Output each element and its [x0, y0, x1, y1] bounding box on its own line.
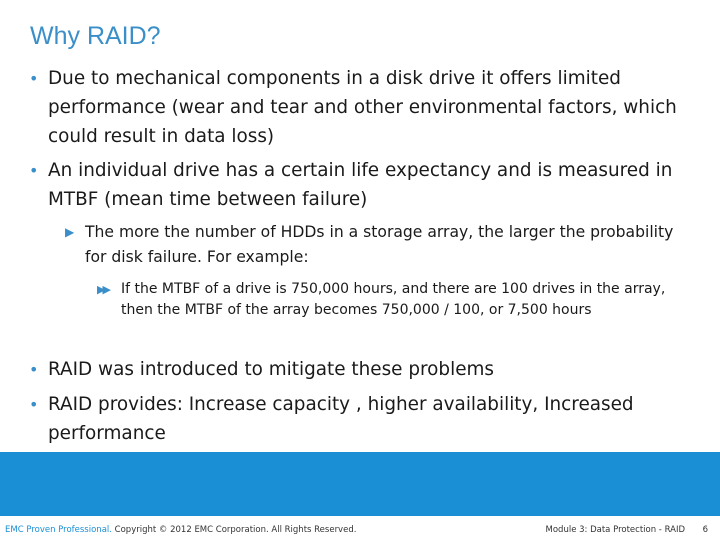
footer: [0, 516, 720, 540]
sub-sub-bullet-item: [97, 279, 681, 321]
bullet-item: [29, 390, 688, 448]
sub-sub-bullet-text: If the MTBF of a drive is 750,000 hours, and there are 100 drives in the array, then the MTBF of the array becomes 750,000 / 100, or 7,500 hours: [121, 281, 666, 318]
bullet-item: [29, 64, 688, 151]
footer-brand: EMC Proven Professional.: [5, 525, 112, 535]
bullet-text: An individual drive has a certain life expectancy and is measured in MTBF (mean time between failure): [48, 160, 673, 210]
slide-title: Why RAID?: [30, 22, 161, 50]
sub-bullet-item: [65, 220, 685, 270]
bullet-text: Due to mechanical components in a disk drive it offers limited performance (wear and tear and other environmental factors, which could result in data loss): [48, 68, 677, 147]
arrow-bullet-icon: ▶: [65, 225, 75, 239]
bullet-text: RAID was introduced to mitigate these problems: [48, 359, 495, 380]
bullet-dot-icon: •: [29, 395, 39, 414]
bullet-dot-icon: •: [29, 69, 39, 88]
bullet-dot-icon: •: [29, 360, 39, 379]
page-number: 6: [702, 525, 708, 535]
footer-module-label: Module 3: Data Protection - RAID: [545, 525, 685, 535]
sub-bullet-text: The more the number of HDDs in a storage array, the larger the probability for disk failure. For example:: [85, 223, 674, 266]
bullet-text: RAID provides: Increase capacity , higher availability, Increased performance: [48, 394, 634, 444]
footer-copyright-text: Copyright © 2012 EMC Corporation. All Rights Reserved.: [111, 525, 357, 535]
footer-color-bar: [0, 452, 720, 516]
footer-copyright: [5, 525, 356, 535]
bullet-item: [29, 156, 688, 214]
bullet-item: [29, 355, 688, 384]
double-arrow-bullet-icon: ▶▶: [97, 283, 108, 296]
bullet-dot-icon: •: [29, 161, 39, 180]
